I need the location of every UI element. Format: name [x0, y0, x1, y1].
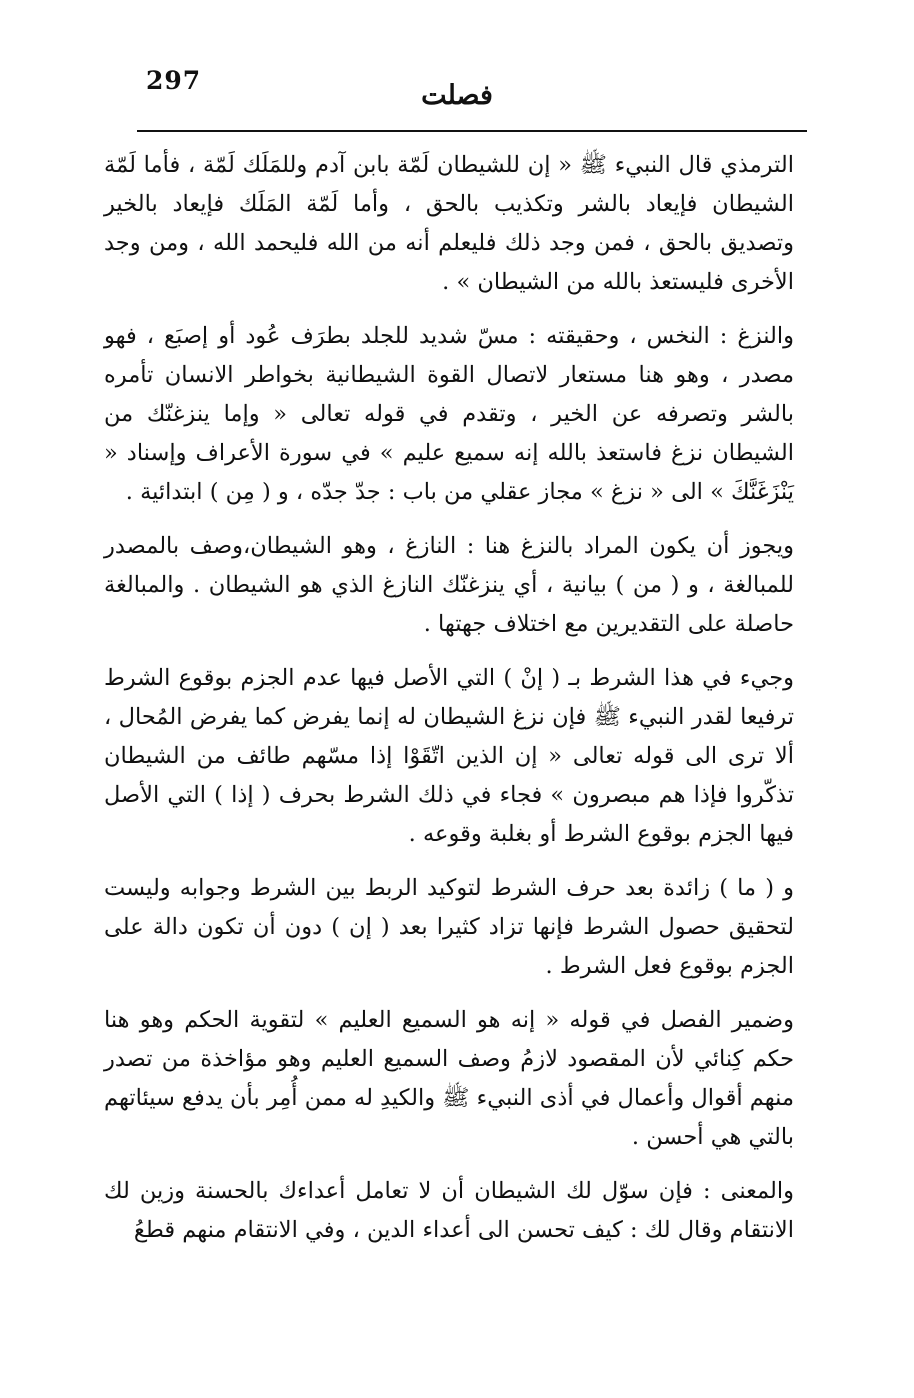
paragraph-5: و ( ما ) زائدة بعد حرف الشرط لتوكيد الربط بين الشرط وجوابه وليست لتحقيق حصول الشرط فإنها تزاد كثيرا بعد ( إن ) دون أن تكون دالة على الجزم بوقوع فعل الشرط . [104, 875, 794, 979]
paragraph-2: والنزغ : النخس ، وحقيقته : مسّ شديد للجلد بطرَف عُود أو إصبَع ، فهو مصدر ، وهو هنا مستعار لاتصال القوة الشيطانية بخواطر الانسان تأمره بالشر وتصرفه عن الخير ، وتقدم في قوله تعالى « وإما ينزغنّك من الشيطان نزغ فاستعذ بالله إنه سميع عليم » في سورة الأعراف وإسناد « يَنْزَغَنَّكَ » الى « نزغ » مجاز عقلي من باب : جدّ جدّه ، و ( مِن ) ابتدائية . [104, 323, 794, 505]
paragraph-4: وجيء في هذا الشرط بـ ( إنْ ) التي الأصل فيها عدم الجزم بوقوع الشرط ترفيعا لقدر النبيء ﷺ فإن نزغ الشيطان له إنما يفرض كما يفرض المُحال ، ألا ترى الى قوله تعالى « إن الذين اتّقَوْا إذا مسّهم طائف من الشيطان تذكّروا فإذا هم مبصرون » فجاء في ذلك الشرط بحرف ( إذا ) التي الأصل فيها الجزم بوقوع الشرط أو بغلبة وقوعه . [104, 665, 794, 847]
page-body [104, 146, 794, 1265]
page-number: 297 [146, 66, 202, 95]
paragraph-1: الترمذي قال النبيء ﷺ « إن للشيطان لَمّة بابن آدم وللمَلَك لَمّة ، فأما لَمّة الشيطان فإيعاد بالشر وتكذيب بالحق ، وأما لَمّة المَلَك فإيعاد بالخير وتصديق بالحق ، فمن وجد ذلك فليعلم أنه من الله فليحمد الله ، ومن وجد الأخرى فليستعذ بالله من الشيطان » . [104, 152, 794, 295]
running-title: فصلت [421, 80, 493, 111]
header-rule [137, 130, 807, 132]
paragraph-6: وضمير الفصل في قوله « إنه هو السميع العليم » لتقوية الحكم وهو هنا حكم كِنائي لأن المقصود لازمُ وصف السميع العليم وهو مؤاخذة من تصدر منهم أقوال وأعمال في أذى النبيء ﷺ والكيدِ له ممن أُمِر بأن يدفع سيئاتهم بالتي هي أحسن . [104, 1007, 794, 1150]
paragraph-3: ويجوز أن يكون المراد بالنزغ هنا : النازغ ، وهو الشيطان،وصف بالمصدر للمبالغة ، و ( من ) بيانية ، أي ينزغنّك النازغ الذي هو الشيطان . والمبالغة حاصلة على التقديرين مع اختلاف جهتها . [104, 533, 794, 637]
paragraph-7: والمعنى : فإن سوّل لك الشيطان أن لا تعامل أعداءك بالحسنة وزين لك الانتقام وقال لك : كيف تحسن الى أعداء الدين ، وفي الانتقام منهم قطعُ [104, 1178, 794, 1243]
